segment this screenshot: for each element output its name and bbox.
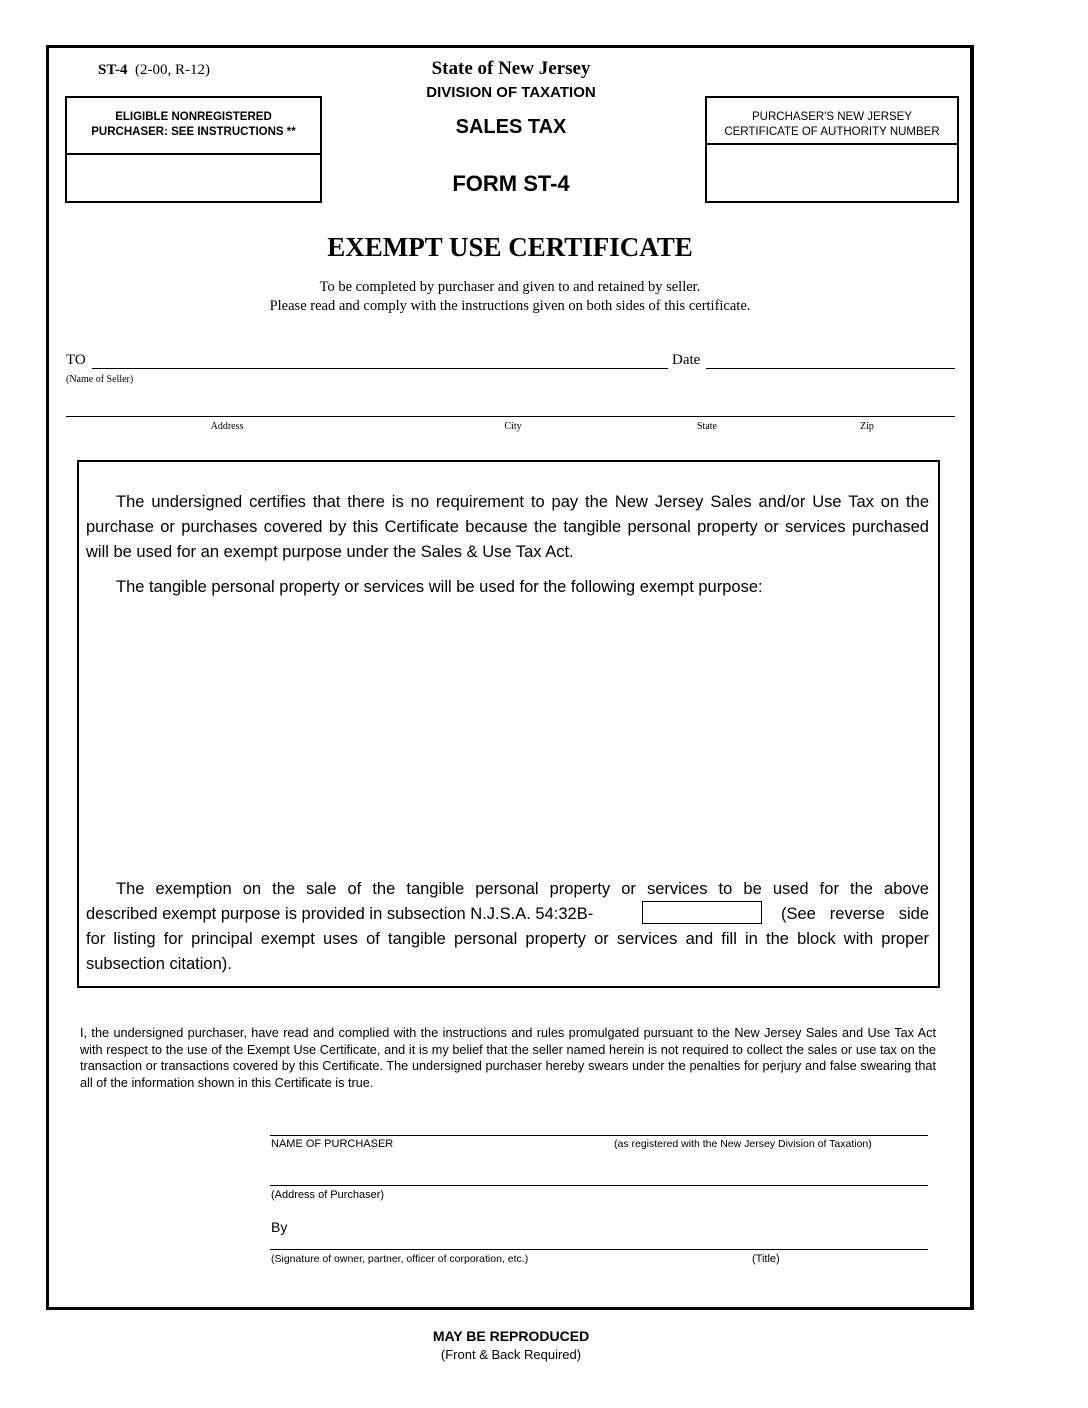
form-name: FORM ST-4 [452, 171, 570, 196]
city-caption: City [504, 421, 522, 432]
purchaser-declaration: I, the undersigned purchaser, have read and complied with the instructions and rules promulgated pursuant to the New Jersey Sales and Use Tax Act with respect to the use of the Exempt Use Certificate, and it is my belief that the seller named herein is not required to collect the sales or use tax on the transaction or transactions covered by this Certificate. The undersigned purchaser hereby swears under the penalties for perjury and false swearing that all of the information shown in this Certificate is true. [80, 1026, 936, 1090]
right-box-divider [707, 143, 957, 145]
certificate-authority-number-field[interactable] [711, 148, 957, 198]
front-back-note: (Front & Back Required) [440, 1347, 582, 1362]
to-label: TO [66, 352, 86, 368]
form-revision: (2-00, R-12) [134, 62, 210, 78]
right-box-line1: PURCHASER'S NEW JERSEY [751, 111, 913, 123]
exemption-line2a: described exempt purpose is provided in subsection N.J.S.A. 54:32B- [86, 905, 594, 923]
division-name: DIVISION OF TAXATION [426, 84, 596, 101]
date-field[interactable] [708, 350, 957, 369]
certificate-title: EXEMPT USE CERTIFICATE [327, 232, 693, 262]
seller-name-caption: (Name of Seller) [66, 374, 134, 385]
certificate-authority-box [705, 96, 959, 203]
state-name: State of New Jersey [431, 58, 591, 79]
subsection-citation-field[interactable] [645, 903, 763, 924]
exemption-line1: The exemption on the sale of the tangible personal property or services to be used for the above [116, 880, 929, 898]
purchaser-address-label: (Address of Purchaser) [271, 1189, 385, 1201]
purchaser-name-note: (as registered with the New Jersey Division of Taxation) [614, 1138, 872, 1150]
purchaser-name-field[interactable] [272, 1116, 930, 1136]
reproduction-notice: MAY BE REPRODUCED [432, 1328, 590, 1344]
seller-name-field[interactable] [94, 350, 670, 369]
nonregistered-purchaser-field[interactable] [71, 158, 320, 198]
by-label: By [271, 1219, 288, 1235]
signature-field[interactable] [300, 1228, 930, 1250]
subtitle-line1: To be completed by purchaser and given to and retained by seller. [319, 279, 701, 295]
purchaser-address-field[interactable] [272, 1166, 930, 1186]
exemption-rest: for listing for principal exempt uses of tangible personal property or services and fill in the block with proper subsection citation). [86, 930, 929, 973]
left-box-line2: PURCHASER: SEE INSTRUCTIONS ** [91, 126, 296, 138]
signature-label: (Signature of owner, partner, officer of corporation, etc.) [271, 1253, 529, 1265]
left-box-line1: ELIGIBLE NONREGISTERED [115, 111, 272, 123]
exempt-purpose-paragraph: The tangible personal property or services will be used for the following exempt purpose: [116, 578, 763, 596]
zip-caption: Zip [860, 421, 874, 432]
right-box-line2: CERTIFICATE OF AUTHORITY NUMBER [724, 126, 940, 138]
address-caption: Address [210, 421, 244, 432]
subtitle-line2: Please read and comply with the instructions given on both sides of this certificate. [269, 298, 751, 314]
seller-address-field[interactable] [68, 397, 957, 417]
tax-type: SALES TAX [455, 116, 567, 138]
left-box-divider [67, 153, 320, 155]
certification-paragraph: The undersigned certifies that there is no requirement to pay the New Jersey Sales and/or Use Tax on the purchase or purchases covered by this Certificate because the tangible personal property or services purchased will be used for an exempt purpose under the Sales & Use Tax Act. [86, 493, 929, 561]
nonregistered-purchaser-box [65, 96, 322, 203]
title-label: (Title) [752, 1253, 780, 1265]
exemption-line2b: (See reverse side [781, 905, 929, 923]
date-label: Date [672, 352, 701, 368]
state-caption: State [697, 421, 717, 432]
purchaser-name-label: NAME OF PURCHASER [271, 1138, 394, 1150]
form-id-line [98, 62, 210, 79]
form-id: ST-4 [98, 62, 128, 78]
exempt-purpose-field[interactable] [90, 604, 929, 876]
